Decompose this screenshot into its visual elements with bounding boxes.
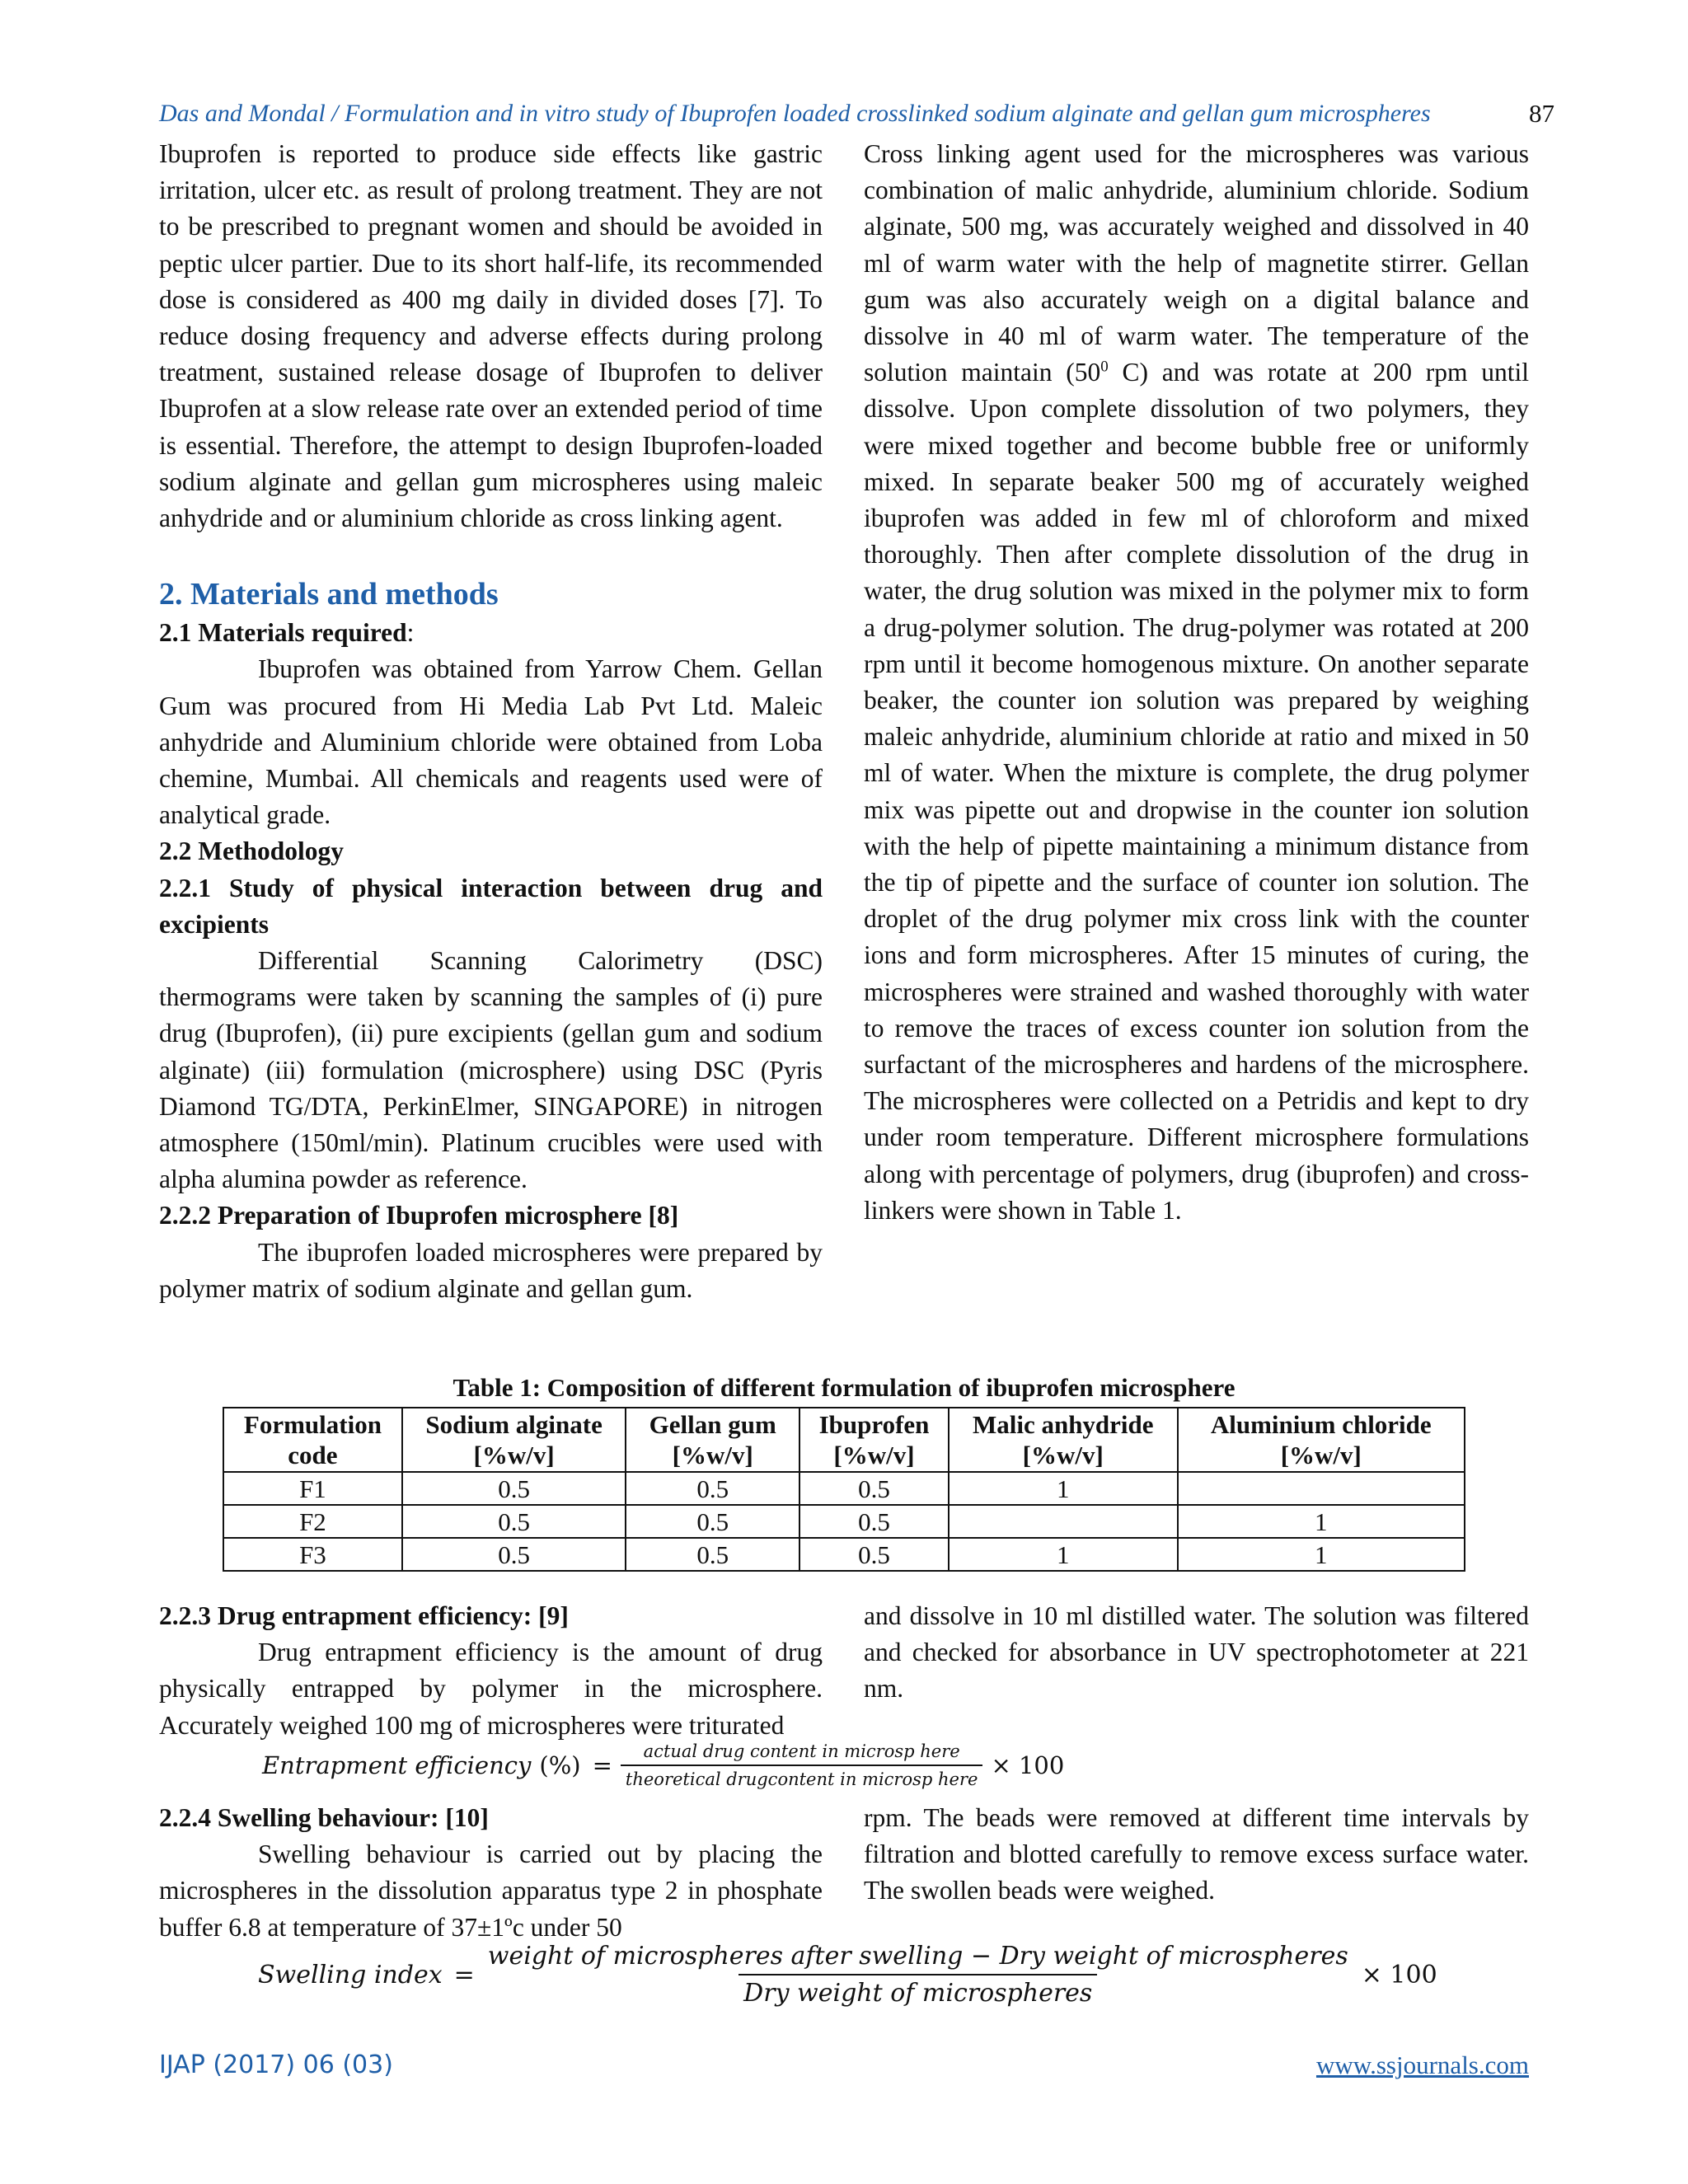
formula-fraction [483,1942,1353,2008]
composition-table [223,1407,1465,1572]
section-heading: 2. Materials and methods [159,577,499,612]
swelling-formula [258,1942,1437,2008]
formula-fraction [621,1741,983,1789]
table-cell: 0.5 [799,1505,949,1538]
header-aluminium-chloride: Aluminium chloride [%w/v] [1178,1408,1465,1472]
entrapment-formula [262,1741,1064,1789]
table-row [223,1472,1465,1505]
table-row [223,1538,1465,1571]
entrapment-heading: 2.2.3 Drug entrapment efficiency: [9] [159,1601,569,1630]
materials-text: Ibuprofen was obtained from Yarrow Chem. Gellan Gum was procured from Hi Media Lab Pvt Ltd. Maleic anhydride and Aluminium chloride were obtained from Loba chemine, Mumbai. All chemicals and reagents used were of analytical grade. [159,654,823,830]
degree-superscript: 0 [1100,358,1109,376]
header-sodium-alginate: Sodium alginate [%w/v] [402,1408,626,1472]
preparation-continued-paragraph [864,136,1529,1229]
table-cell: 0.5 [799,1472,949,1505]
entrapment-paragraph: Drug entrapment efficiency is the amount of drug physically entrapped by polymer in the microsphere. Accurately weighed 100 mg of microspheres were triturated [159,1638,823,1740]
prep-text-part2: C) and was rotate at 200 rpm until dissolve. Upon complete dissolution of two polymers, they were mixed together and become bubble free or uniformly mixed. In separate beaker 500 mg of accurately weighed ibuprofen was added in few ml of chloroform and mixed thoroughly. Then after complete dissolution of the drug in water, the drug solution was mixed in the polymer mix to form a drug-polymer solution. The drug-polymer was rotated at 200 rpm until it become homogenous mixture. On another separate beaker, the counter ion solution was prepared by weighing maleic anhydride, aluminium chloride at ratio and mixed in 50 ml of water. When the mixture is complete, the drug polymer mix was pipette out and dropwise in the counter ion solution with the help of pipette maintaining a minimum distance from the tip of pipette and the surface of counter ion solution. The droplet of the drug polymer mix cross link with the counter ions and form microspheres. After 15 minutes of curing, the microspheres were strained and washed thoroughly with water to remove the traces of excess counter ion solution from the surfactant of the microspheres and hardens of the microsphere. The microspheres were collected on a Petridis and kept to dry under room temperature. Different microsphere formulations along with percentage of polymers, drug (ibuprofen) and cross-linkers were shown in Table 1. [864,358,1529,1225]
swelling-continued: rpm. The beads were removed at different time intervals by filtration and blotted carefully to remove excess surface water. The swollen beads were weighed. [864,1803,1529,1905]
formula-lhs: Entrapment efficiency [262,1751,532,1779]
intro-paragraph: Ibuprofen is reported to produce side effects like gastric irritation, ulcer etc. as result of prolong treatment. They are not to be prescribed to pregnant women and should be avoided in peptic ulcer partier. Due to its short half-life, its recommended dose is considered as 400 mg daily in divided doses [7]. To reduce dosing frequency and adverse effects during prolong treatment, sustained release dosage of Ibuprofen to deliver Ibuprofen at a slow release rate over an extended period of time is essential. Therefore, the attempt to design Ibuprofen-loaded sodium alginate and gellan gum microspheres using maleic anhydride and or aluminium chloride as cross linking agent. [159,139,823,533]
formula-lhs: Swelling index [258,1960,443,1990]
left-column [159,136,823,1307]
table-cell: 0.5 [402,1538,626,1571]
formula-denominator: Dry weight of microspheres [738,1974,1097,2008]
entrapment-left [159,1598,823,1744]
formula-equals: = [453,1960,475,1990]
materials-colon: : [406,618,415,648]
table-cell: 0.5 [402,1472,626,1505]
prep-text-part1: Cross linking agent used for the microspheres was various combination of malic anhydride, aluminium chloride. Sodium alginate, 500 mg, was accurately weighed and dissolved in 40 ml of warm water with the help of magnetite stirrer. Gellan gum was also accurately weigh on a digital balance and dissolve in 40 ml of warm water. The temperature of the solution maintain (50 [864,139,1529,387]
table-cell: F3 [223,1538,402,1571]
materials-heading: 2.1 Materials required [159,618,407,648]
page-number: 87 [1529,99,1554,128]
formula-multiplier: × 100 [1361,1960,1437,1990]
table-cell [949,1505,1178,1538]
table-cell: 0.5 [626,1505,799,1538]
entrapment-continued: and dissolve in 10 ml distilled water. The solution was filtered and checked for absorbance in UV spectrophotometer at 221 nm. [864,1601,1529,1704]
header-malic-anhydride: Malic anhydride [%w/v] [949,1408,1178,1472]
formula-numerator: actual drug content in microsp here [643,1741,960,1761]
running-title: Das and Mondal / Formulation and in vitro study of Ibuprofen loaded crosslinked sodium alginate and gellan gum microspheres [159,100,1431,127]
swelling-right [864,1800,1529,1910]
header-ibuprofen: Ibuprofen [%w/v] [799,1408,949,1472]
formula-numerator: weight of microspheres after swelling − Dry weight of microspheres [487,1942,1348,1971]
journal-citation: IJAP (2017) 06 (03) [159,2050,393,2079]
formula-multiplier: × 100 [991,1751,1065,1779]
physical-interaction-heading: 2.2.1 Study of physical interaction between drug and excipients [159,873,823,939]
table-cell: 1 [1178,1538,1465,1571]
journal-website-link[interactable]: www.ssjournals.com [1315,2050,1529,2079]
header-formulation-code: Formulation code [223,1408,402,1472]
table-cell: 1 [1178,1505,1465,1538]
table-cell: 0.5 [799,1538,949,1571]
header-gellan-gum: Gellan gum [%w/v] [626,1408,799,1472]
dsc-paragraph: Differential Scanning Calorimetry (DSC) thermograms were taken by scanning the samples of (i) pure drug (Ibuprofen), (ii) pure excipients (gellan gum and sodium alginate) (iii) formulation (microsphere) using DSC (Pyris Diamond TG/DTA, PerkinElmer, SINGAPORE) in nitrogen atmosphere (150ml/min). Platinum crucibles were used with alpha alumina powder as reference. [159,946,823,1194]
swelling-paragraph: Swelling behaviour is carried out by placing the microspheres in the dissolution apparatus type 2 in phosphate buffer 6.8 at temperature of 37±1ºc under 50 [159,1840,823,1942]
entrapment-right [864,1598,1529,1708]
formula-equals: = [592,1751,612,1779]
swelling-left [159,1800,823,1946]
table-cell: 0.5 [626,1472,799,1505]
swelling-heading: 2.2.4 Swelling behaviour: [10] [159,1803,489,1832]
table-cell: 0.5 [402,1505,626,1538]
table-cell: F1 [223,1472,402,1505]
materials-heading-line [159,615,823,651]
table-cell: F2 [223,1505,402,1538]
right-column [864,136,1529,1229]
table-row [223,1505,1465,1538]
preparation-paragraph: The ibuprofen loaded microspheres were prepared by polymer matrix of sodium alginate and gellan gum. [159,1237,823,1303]
table-title: Table 1: Composition of different formulation of ibuprofen microsphere [452,1373,1236,1402]
table-cell: 1 [949,1538,1178,1571]
table-header-row [223,1408,1465,1472]
table-cell: 0.5 [626,1538,799,1571]
preparation-heading: 2.2.2 Preparation of Ibuprofen microsphere [8] [159,1201,679,1230]
table-cell: 1 [949,1472,1178,1505]
table-cell [1178,1472,1465,1505]
methodology-heading: 2.2 Methodology [159,837,344,866]
formula-percent: (%) [539,1751,581,1779]
formula-denominator: theoretical drugcontent in microsp here [621,1765,983,1789]
